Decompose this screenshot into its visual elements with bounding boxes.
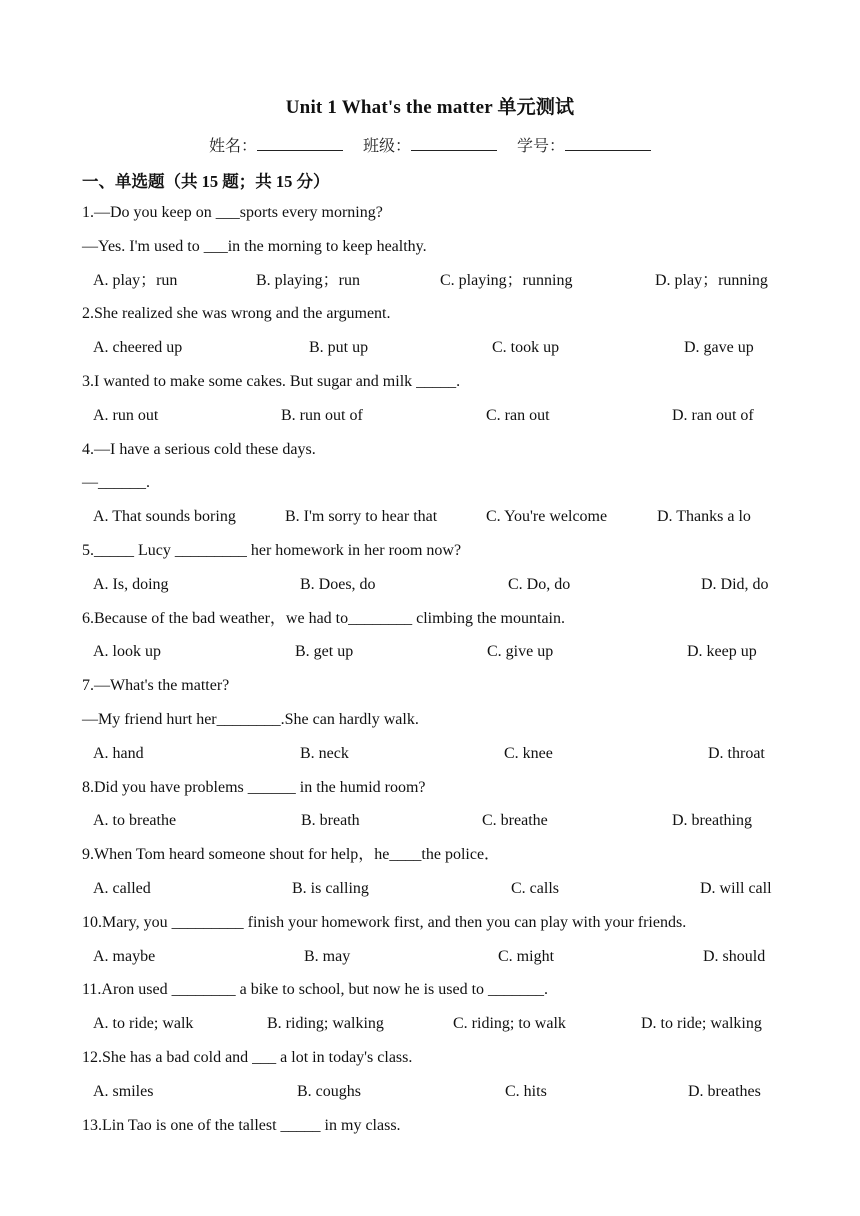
answer-option-a[interactable]: A. That sounds boring xyxy=(93,508,236,526)
question-list xyxy=(82,196,802,1142)
question-stem: 6.Because of the bad weather，we had to________ climbing the mountain. xyxy=(82,609,565,627)
class-blank[interactable] xyxy=(411,136,497,151)
question-stem: 10.Mary, you _________ finish your homework first, and then you can play with your friends. xyxy=(82,913,687,931)
question-stem: 9.When Tom heard someone shout for help，he____the police． xyxy=(82,846,501,864)
question-item xyxy=(82,1109,802,1143)
question-item xyxy=(82,838,802,906)
id-blank[interactable] xyxy=(565,136,651,151)
answer-option-c[interactable]: C. riding; to walk xyxy=(453,1015,566,1033)
student-info-row xyxy=(0,133,860,156)
id-field xyxy=(517,133,651,156)
answer-option-c[interactable]: C. hits xyxy=(505,1082,547,1100)
name-label: 姓名： xyxy=(208,138,257,155)
answer-option-c[interactable]: C. calls xyxy=(511,879,559,897)
question-item xyxy=(82,906,802,974)
answer-option-b[interactable]: B. neck xyxy=(300,744,349,762)
answer-option-d[interactable]: D. play；running xyxy=(655,271,768,289)
options-row xyxy=(82,1007,802,1041)
answer-option-b[interactable]: B. Does, do xyxy=(300,575,376,593)
answer-option-d[interactable]: D. gave up xyxy=(684,339,754,357)
answer-option-d[interactable]: D. Did, do xyxy=(701,575,769,593)
options-row xyxy=(82,1075,802,1109)
answer-option-a[interactable]: A. called xyxy=(93,879,151,897)
question-item xyxy=(82,534,802,602)
question-stem: 1.—Do you keep on ___sports every morning? xyxy=(82,204,383,221)
question-stem: 2.She realized she was wrong and the argument. xyxy=(82,305,391,323)
question-item xyxy=(82,771,802,839)
question-item xyxy=(82,196,802,297)
question-item xyxy=(82,365,802,433)
answer-option-d[interactable]: D. Thanks a lo xyxy=(657,508,751,526)
options-row xyxy=(82,940,802,974)
question-stem: 13.Lin Tao is one of the tallest _____ in my class. xyxy=(82,1116,401,1134)
answer-option-d[interactable]: D. breathes xyxy=(688,1082,761,1100)
answer-option-b[interactable]: B. breath xyxy=(301,812,360,830)
question-stem: 7.—What's the matter? xyxy=(82,677,230,695)
question-item xyxy=(82,433,802,534)
answer-option-b[interactable]: B. I'm sorry to hear that xyxy=(285,508,438,526)
answer-option-c[interactable]: C. took up xyxy=(492,339,560,357)
options-row xyxy=(82,804,802,838)
answer-option-a[interactable]: A. smiles xyxy=(93,1082,154,1100)
answer-option-b[interactable]: B. run out of xyxy=(281,406,363,424)
question-stem-line: —Yes. I'm used to ___in the morning to keep healthy. xyxy=(82,237,427,255)
question-item xyxy=(82,602,802,670)
answer-option-c[interactable]: C. give up xyxy=(487,643,554,661)
question-stem: 8.Did you have problems ______ in the humid room? xyxy=(82,778,426,796)
question-item xyxy=(82,669,802,770)
class-field xyxy=(363,133,497,156)
name-field xyxy=(209,133,343,156)
answer-option-b[interactable]: B. may xyxy=(304,947,351,965)
question-item xyxy=(82,1041,802,1109)
answer-option-d[interactable]: D. will call xyxy=(700,879,772,897)
answer-option-d[interactable]: D. throat xyxy=(708,744,765,762)
answer-option-a[interactable]: A. hand xyxy=(93,744,144,762)
answer-option-c[interactable]: C. Do, do xyxy=(508,575,571,593)
page-title: Unit 1 What's the matter 单元测试 xyxy=(285,97,575,118)
options-row xyxy=(82,872,802,906)
answer-option-c[interactable]: C. might xyxy=(498,947,555,965)
answer-option-d[interactable]: D. ran out of xyxy=(672,406,754,424)
name-blank[interactable] xyxy=(257,136,343,151)
question-stem: 3.I wanted to make some cakes. But sugar and milk _____. xyxy=(82,372,461,390)
answer-option-d[interactable]: D. keep up xyxy=(687,643,757,661)
question-stem: 4.—I have a serious cold these days. xyxy=(82,440,316,458)
answer-option-c[interactable]: C. knee xyxy=(504,744,553,762)
question-stem-line: —My friend hurt her________.She can hardly walk. xyxy=(82,710,419,728)
answer-option-a[interactable]: A. to ride; walk xyxy=(93,1015,194,1033)
answer-option-b[interactable]: B. is calling xyxy=(292,879,369,897)
answer-option-a[interactable]: A. Is, doing xyxy=(93,575,169,593)
answer-option-d[interactable]: D. to ride; walking xyxy=(641,1015,762,1033)
options-row xyxy=(82,264,802,298)
section-title: 一、单选题（共 15 题；共 15 分） xyxy=(82,172,330,191)
answer-option-c[interactable]: C. playing；running xyxy=(440,271,573,289)
options-row xyxy=(82,737,802,771)
options-row xyxy=(82,399,802,433)
question-item xyxy=(82,297,802,365)
answer-option-b[interactable]: B. riding; walking xyxy=(267,1015,384,1033)
question-stem: 12.She has a bad cold and ___ a lot in today's class. xyxy=(82,1048,413,1066)
answer-option-a[interactable]: A. look up xyxy=(93,643,161,661)
class-label: 班级： xyxy=(362,138,411,155)
answer-option-c[interactable]: C. ran out xyxy=(486,406,550,424)
answer-option-a[interactable]: A. maybe xyxy=(93,947,156,965)
answer-option-c[interactable]: C. breathe xyxy=(482,812,548,830)
answer-option-d[interactable]: D. breathing xyxy=(672,812,752,830)
options-row xyxy=(82,331,802,365)
answer-option-a[interactable]: A. play；run xyxy=(93,271,178,289)
answer-option-b[interactable]: B. put up xyxy=(309,339,369,357)
question-stem: 5._____ Lucy _________ her homework in her room now? xyxy=(82,541,462,559)
answer-option-b[interactable]: B. get up xyxy=(295,643,354,661)
options-row xyxy=(82,568,802,602)
options-row xyxy=(82,635,802,669)
answer-option-d[interactable]: D. should xyxy=(703,947,766,965)
answer-option-c[interactable]: C. You're welcome xyxy=(486,508,608,526)
answer-option-a[interactable]: A. to breathe xyxy=(93,812,177,830)
answer-option-a[interactable]: A. run out xyxy=(93,406,159,424)
question-stem: 11.Aron used ________ a bike to school, but now he is used to _______. xyxy=(82,981,549,999)
id-label: 学号： xyxy=(517,138,566,155)
answer-option-a[interactable]: A. cheered up xyxy=(93,339,183,357)
options-row xyxy=(82,500,802,534)
question-item xyxy=(82,973,802,1041)
answer-option-b[interactable]: B. coughs xyxy=(297,1082,361,1100)
answer-option-b[interactable]: B. playing；run xyxy=(256,271,360,289)
question-stem-line: —______. xyxy=(82,474,150,492)
